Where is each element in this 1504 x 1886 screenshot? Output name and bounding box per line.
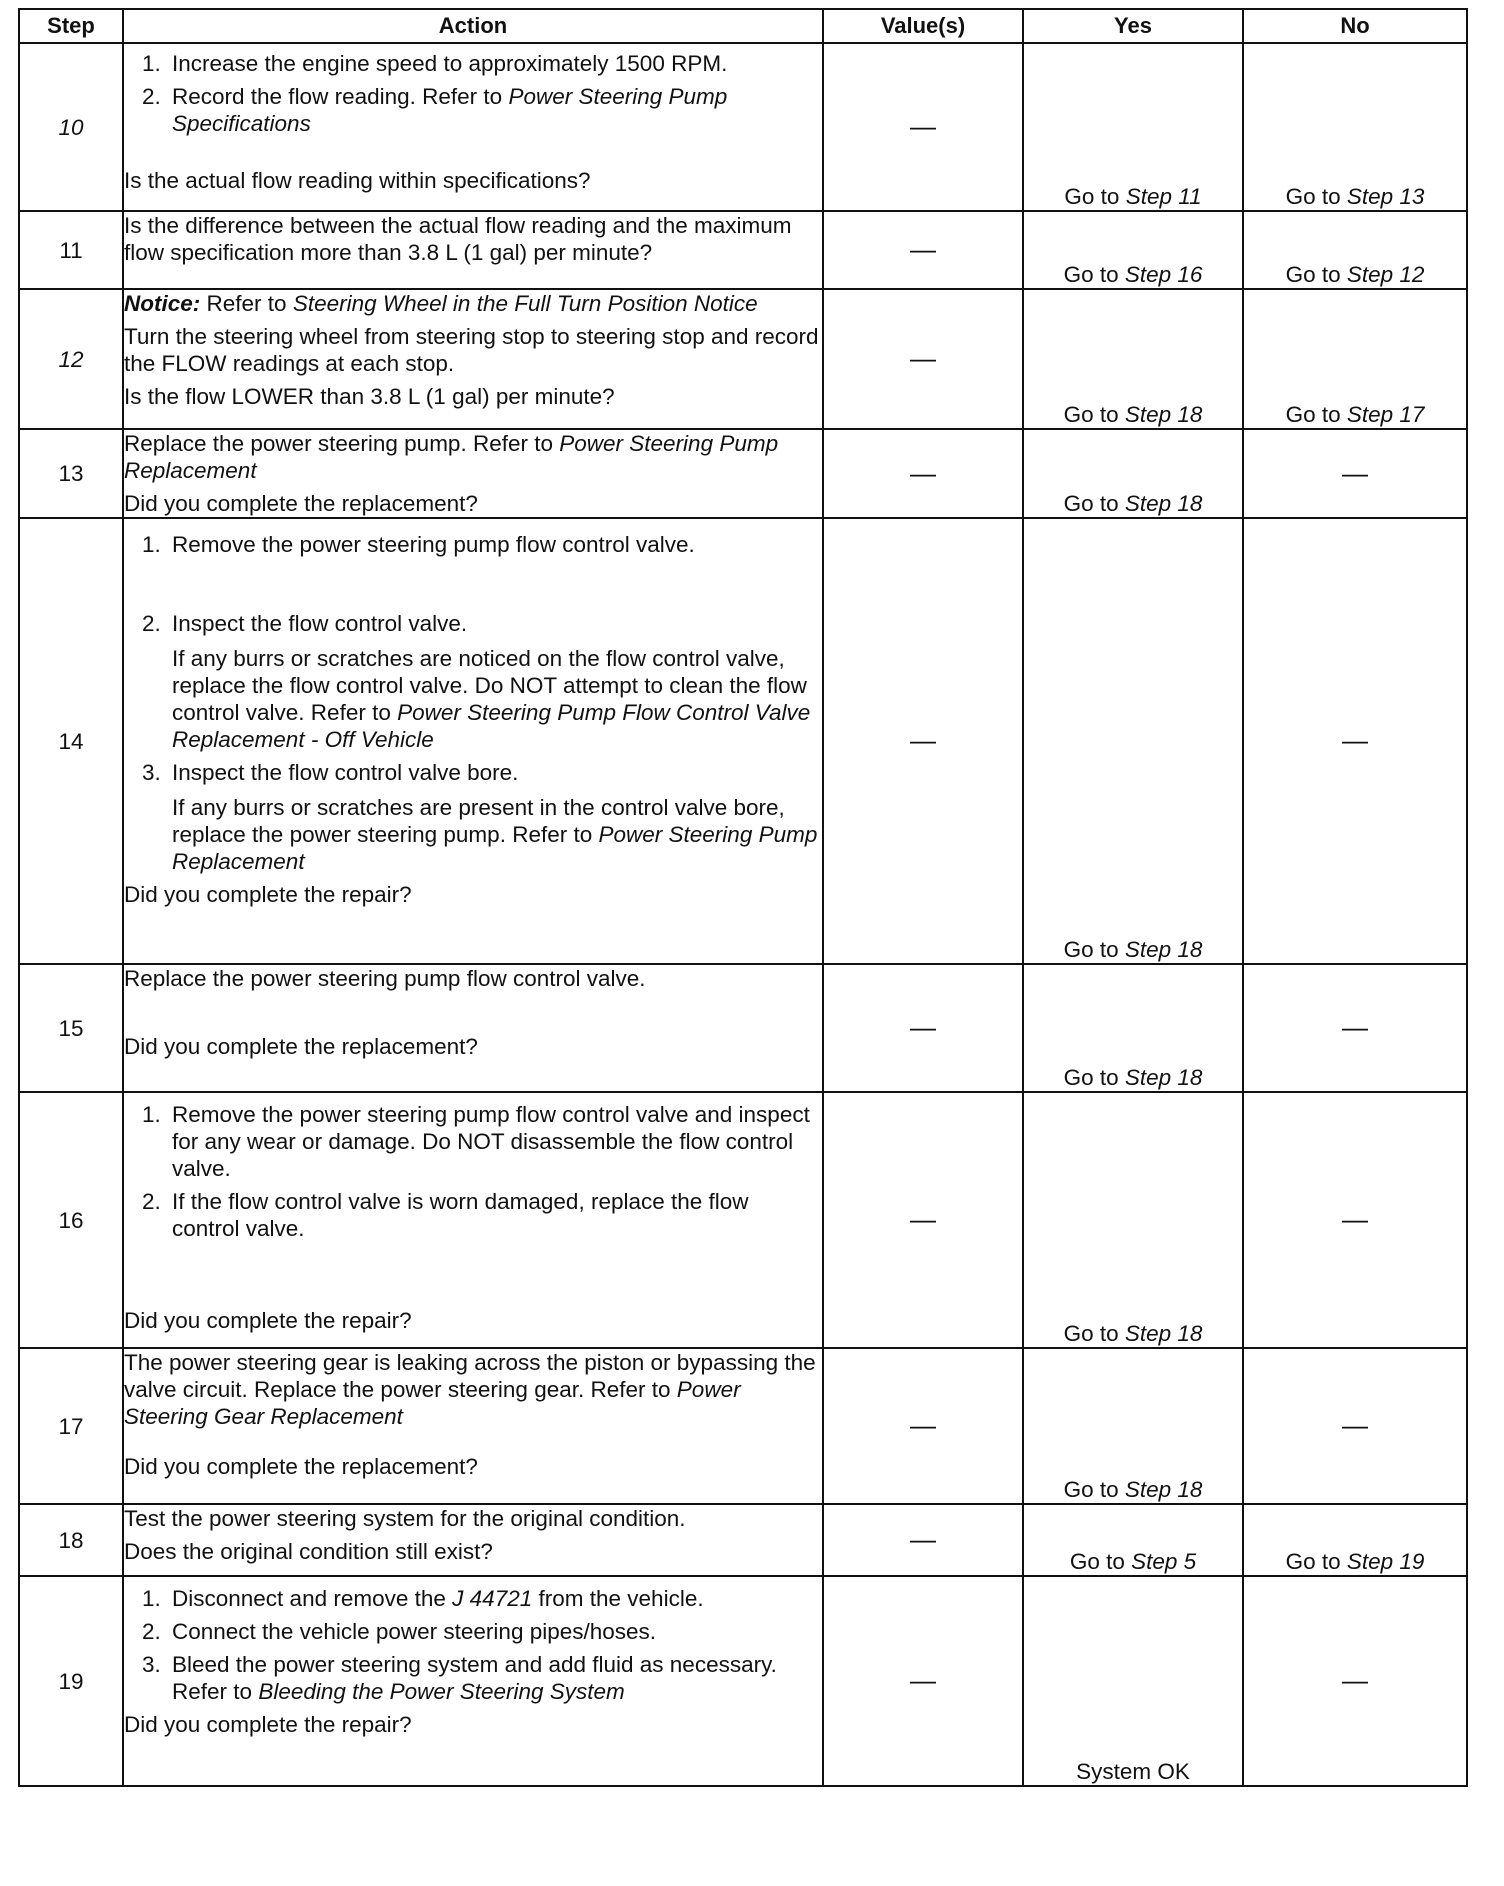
action-cell	[123, 1348, 823, 1504]
item-text: If the flow control valve is worn damaged, replace the flow control valve.	[172, 1189, 749, 1241]
action-cell	[123, 518, 823, 964]
reference-link: Power Steering Pump Replacement	[172, 822, 818, 874]
question-text: Does the original condition still exist?	[124, 1539, 493, 1564]
value-cell: —	[823, 964, 1023, 1092]
yes-cell: Go to Step 16	[1023, 211, 1243, 289]
list-item	[142, 83, 822, 137]
item-text: Disconnect and remove the J 44721 from the vehicle.	[172, 1586, 704, 1611]
item-number: 2.	[142, 611, 161, 636]
value-cell: —	[823, 211, 1023, 289]
table-row	[19, 518, 1467, 964]
action-cell	[123, 1504, 823, 1576]
yes-cell: Go to Step 18	[1023, 964, 1243, 1092]
yes-cell: Go to Step 18	[1023, 429, 1243, 518]
header-action: Action	[123, 9, 823, 43]
question-text: Did you complete the repair?	[124, 882, 412, 907]
yes-target: Step 18	[1124, 1477, 1203, 1502]
yes-target: Step 18	[1124, 491, 1203, 516]
item-number: 1.	[142, 1102, 161, 1127]
yes-cell: Go to Step 18	[1023, 1092, 1243, 1348]
yes-target: Step 18	[1124, 1065, 1203, 1090]
item-text: Remove the power steering pump flow control valve and inspect for any wear or damage. Do NOT disassemble the flow control valve.	[172, 1102, 810, 1181]
list-item	[142, 759, 822, 875]
reference-link: Bleeding the Power Steering System	[258, 1679, 625, 1704]
item-text: Connect the vehicle power steering pipes/hoses.	[172, 1619, 657, 1644]
reference-link: Power Steering Pump Flow Control Valve Replacement - Off Vehicle	[172, 700, 811, 752]
diagnostic-table	[18, 8, 1468, 1787]
item-text: Record the flow reading. Refer to Power Steering Pump Specifications	[172, 84, 728, 136]
reference-link: Power Steering Pump Specifications	[172, 84, 728, 136]
item-text: Increase the engine speed to approximately 1500 RPM.	[172, 51, 728, 76]
reference-link: Power Steering Gear Replacement	[124, 1377, 741, 1429]
step-number: 17	[19, 1348, 123, 1504]
table-row	[19, 1348, 1467, 1504]
action-cell	[123, 1576, 823, 1786]
item-text: Inspect the flow control valve. If any burrs or scratches are noticed on the flow control valve, replace the flow control valve. Do NOT attempt to clean the flow control valve. Refer to Power Steering Pump Flow Control Valve Replacement - Off Vehicle	[172, 610, 822, 753]
step-number: 10	[19, 43, 123, 211]
yes-target: Step 11	[1125, 184, 1202, 209]
step-number: 19	[19, 1576, 123, 1786]
step-number: 15	[19, 964, 123, 1092]
action-cell	[123, 1092, 823, 1348]
no-target: Step 12	[1346, 262, 1425, 287]
yes-cell: Go to Step 18	[1023, 1348, 1243, 1504]
step-number: 18	[19, 1504, 123, 1576]
yes-target: Step 18	[1124, 937, 1203, 962]
header-step: Step	[19, 9, 123, 43]
table-row	[19, 1092, 1467, 1348]
yes-cell: Go to Step 11	[1023, 43, 1243, 211]
table-row	[19, 1576, 1467, 1786]
item-number: 2.	[142, 84, 161, 109]
header-row	[19, 9, 1467, 43]
item-number: 2.	[142, 1189, 161, 1214]
action-cell	[123, 964, 823, 1092]
list-item	[142, 50, 822, 77]
list-item	[142, 1618, 822, 1645]
item-detail: If any burrs or scratches are noticed on the flow control valve, replace the flow control valve. Do NOT attempt to clean the flow control valve. Refer to Power Steering Pump Flow Control Valve Replacement - Off Vehicle	[172, 646, 811, 752]
action-cell	[123, 429, 823, 518]
table-row	[19, 211, 1467, 289]
no-target: Step 19	[1346, 1549, 1425, 1574]
header-yes: Yes	[1023, 9, 1243, 43]
item-number: 1.	[142, 1586, 161, 1611]
no-cell: —	[1243, 1092, 1467, 1348]
list-item	[142, 1101, 822, 1182]
yes-cell: Go to Step 18	[1023, 518, 1243, 964]
value-cell: —	[823, 43, 1023, 211]
step-number: 12	[19, 289, 123, 429]
yes-cell: Go to Step 5	[1023, 1504, 1243, 1576]
no-cell: Go to Step 17	[1243, 289, 1467, 429]
no-cell: —	[1243, 429, 1467, 518]
list-item	[142, 531, 822, 558]
table-row	[19, 289, 1467, 429]
instruction-text: Replace the power steering pump flow control valve.	[124, 966, 646, 991]
value-cell: —	[823, 429, 1023, 518]
step-number: 13	[19, 429, 123, 518]
step-list	[124, 50, 822, 137]
item-number: 3.	[142, 1652, 161, 1677]
question-text: Did you complete the replacement?	[124, 1454, 478, 1479]
instruction-text: The power steering gear is leaking across the piston or bypassing the valve circuit. Replace the power steering gear. Refer to Power Steering Gear Replacement	[124, 1350, 816, 1429]
question-text: Did you complete the replacement?	[124, 491, 478, 516]
table-row	[19, 1504, 1467, 1576]
yes-target: Step 16	[1124, 262, 1203, 287]
value-cell: —	[823, 1092, 1023, 1348]
action-cell	[123, 289, 823, 429]
instruction-text: Replace the power steering pump. Refer to Power Steering Pump Replacement	[124, 431, 779, 483]
no-cell: —	[1243, 518, 1467, 964]
no-cell: Go to Step 12	[1243, 211, 1467, 289]
question-text: Did you complete the replacement?	[124, 1034, 478, 1059]
table-row	[19, 43, 1467, 211]
yes-target: Step 18	[1124, 1321, 1203, 1346]
yes-cell: Go to Step 18	[1023, 289, 1243, 429]
list-item	[142, 1585, 822, 1612]
no-cell: Go to Step 19	[1243, 1504, 1467, 1576]
item-number: 1.	[142, 532, 161, 557]
no-target: Step 13	[1346, 184, 1425, 209]
action-cell: Is the difference between the actual flow reading and the maximum flow specification more than 3.8 L (1 gal) per minute?	[123, 211, 823, 289]
list-item	[142, 1651, 822, 1705]
no-cell: —	[1243, 1348, 1467, 1504]
question-text: Did you complete the repair?	[124, 1712, 412, 1737]
step-number: 16	[19, 1092, 123, 1348]
question-text: Did you complete the repair?	[124, 1308, 412, 1333]
reference-link: Power Steering Pump Replacement	[124, 431, 779, 483]
table-row	[19, 429, 1467, 518]
yes-target: Step 18	[1124, 402, 1203, 427]
value-cell: —	[823, 1504, 1023, 1576]
item-number: 3.	[142, 760, 161, 785]
no-cell: —	[1243, 964, 1467, 1092]
header-values: Value(s)	[823, 9, 1023, 43]
reference-link: Steering Wheel in the Full Turn Position Notice	[292, 291, 758, 316]
notice-text: Notice: Refer to Steering Wheel in the Full Turn Position Notice	[124, 291, 758, 316]
header-no: No	[1243, 9, 1467, 43]
value-cell: —	[823, 1576, 1023, 1786]
value-cell: —	[823, 1348, 1023, 1504]
item-number: 1.	[142, 51, 161, 76]
step-number: 14	[19, 518, 123, 964]
item-text: Remove the power steering pump flow control valve.	[172, 532, 695, 557]
item-text: Bleed the power steering system and add fluid as necessary. Refer to Bleeding the Power Steering System	[172, 1652, 777, 1704]
no-cell: —	[1243, 1576, 1467, 1786]
item-detail: If any burrs or scratches are present in the control valve bore, replace the power steering pump. Refer to Power Steering Pump Replacement	[172, 795, 818, 874]
yes-target: Step 5	[1131, 1549, 1197, 1574]
no-target: Step 17	[1346, 402, 1425, 427]
question-text: Is the actual flow reading within specifications?	[124, 168, 591, 193]
question-text: Is the flow LOWER than 3.8 L (1 gal) per minute?	[124, 384, 615, 409]
item-number: 2.	[142, 1619, 161, 1644]
notice-label: Notice:	[124, 291, 201, 316]
action-cell	[123, 43, 823, 211]
no-cell: Go to Step 13	[1243, 43, 1467, 211]
value-cell: —	[823, 289, 1023, 429]
tool-name: J 44721	[452, 1586, 533, 1611]
step-list	[124, 1101, 822, 1307]
table-row	[19, 964, 1467, 1092]
list-item	[142, 1188, 822, 1242]
value-cell: —	[823, 518, 1023, 964]
list-item	[142, 610, 822, 753]
instruction-text: Test the power steering system for the original condition.	[124, 1506, 686, 1531]
item-text: Inspect the flow control valve bore. If any burrs or scratches are present in the control valve bore, replace the power steering pump. Refer to Power Steering Pump Replacement	[172, 759, 822, 875]
instruction-text: Turn the steering wheel from steering stop to steering stop and record the FLOW readings at each stop.	[124, 324, 819, 376]
yes-cell: System OK	[1023, 1576, 1243, 1786]
step-number: 11	[19, 211, 123, 289]
